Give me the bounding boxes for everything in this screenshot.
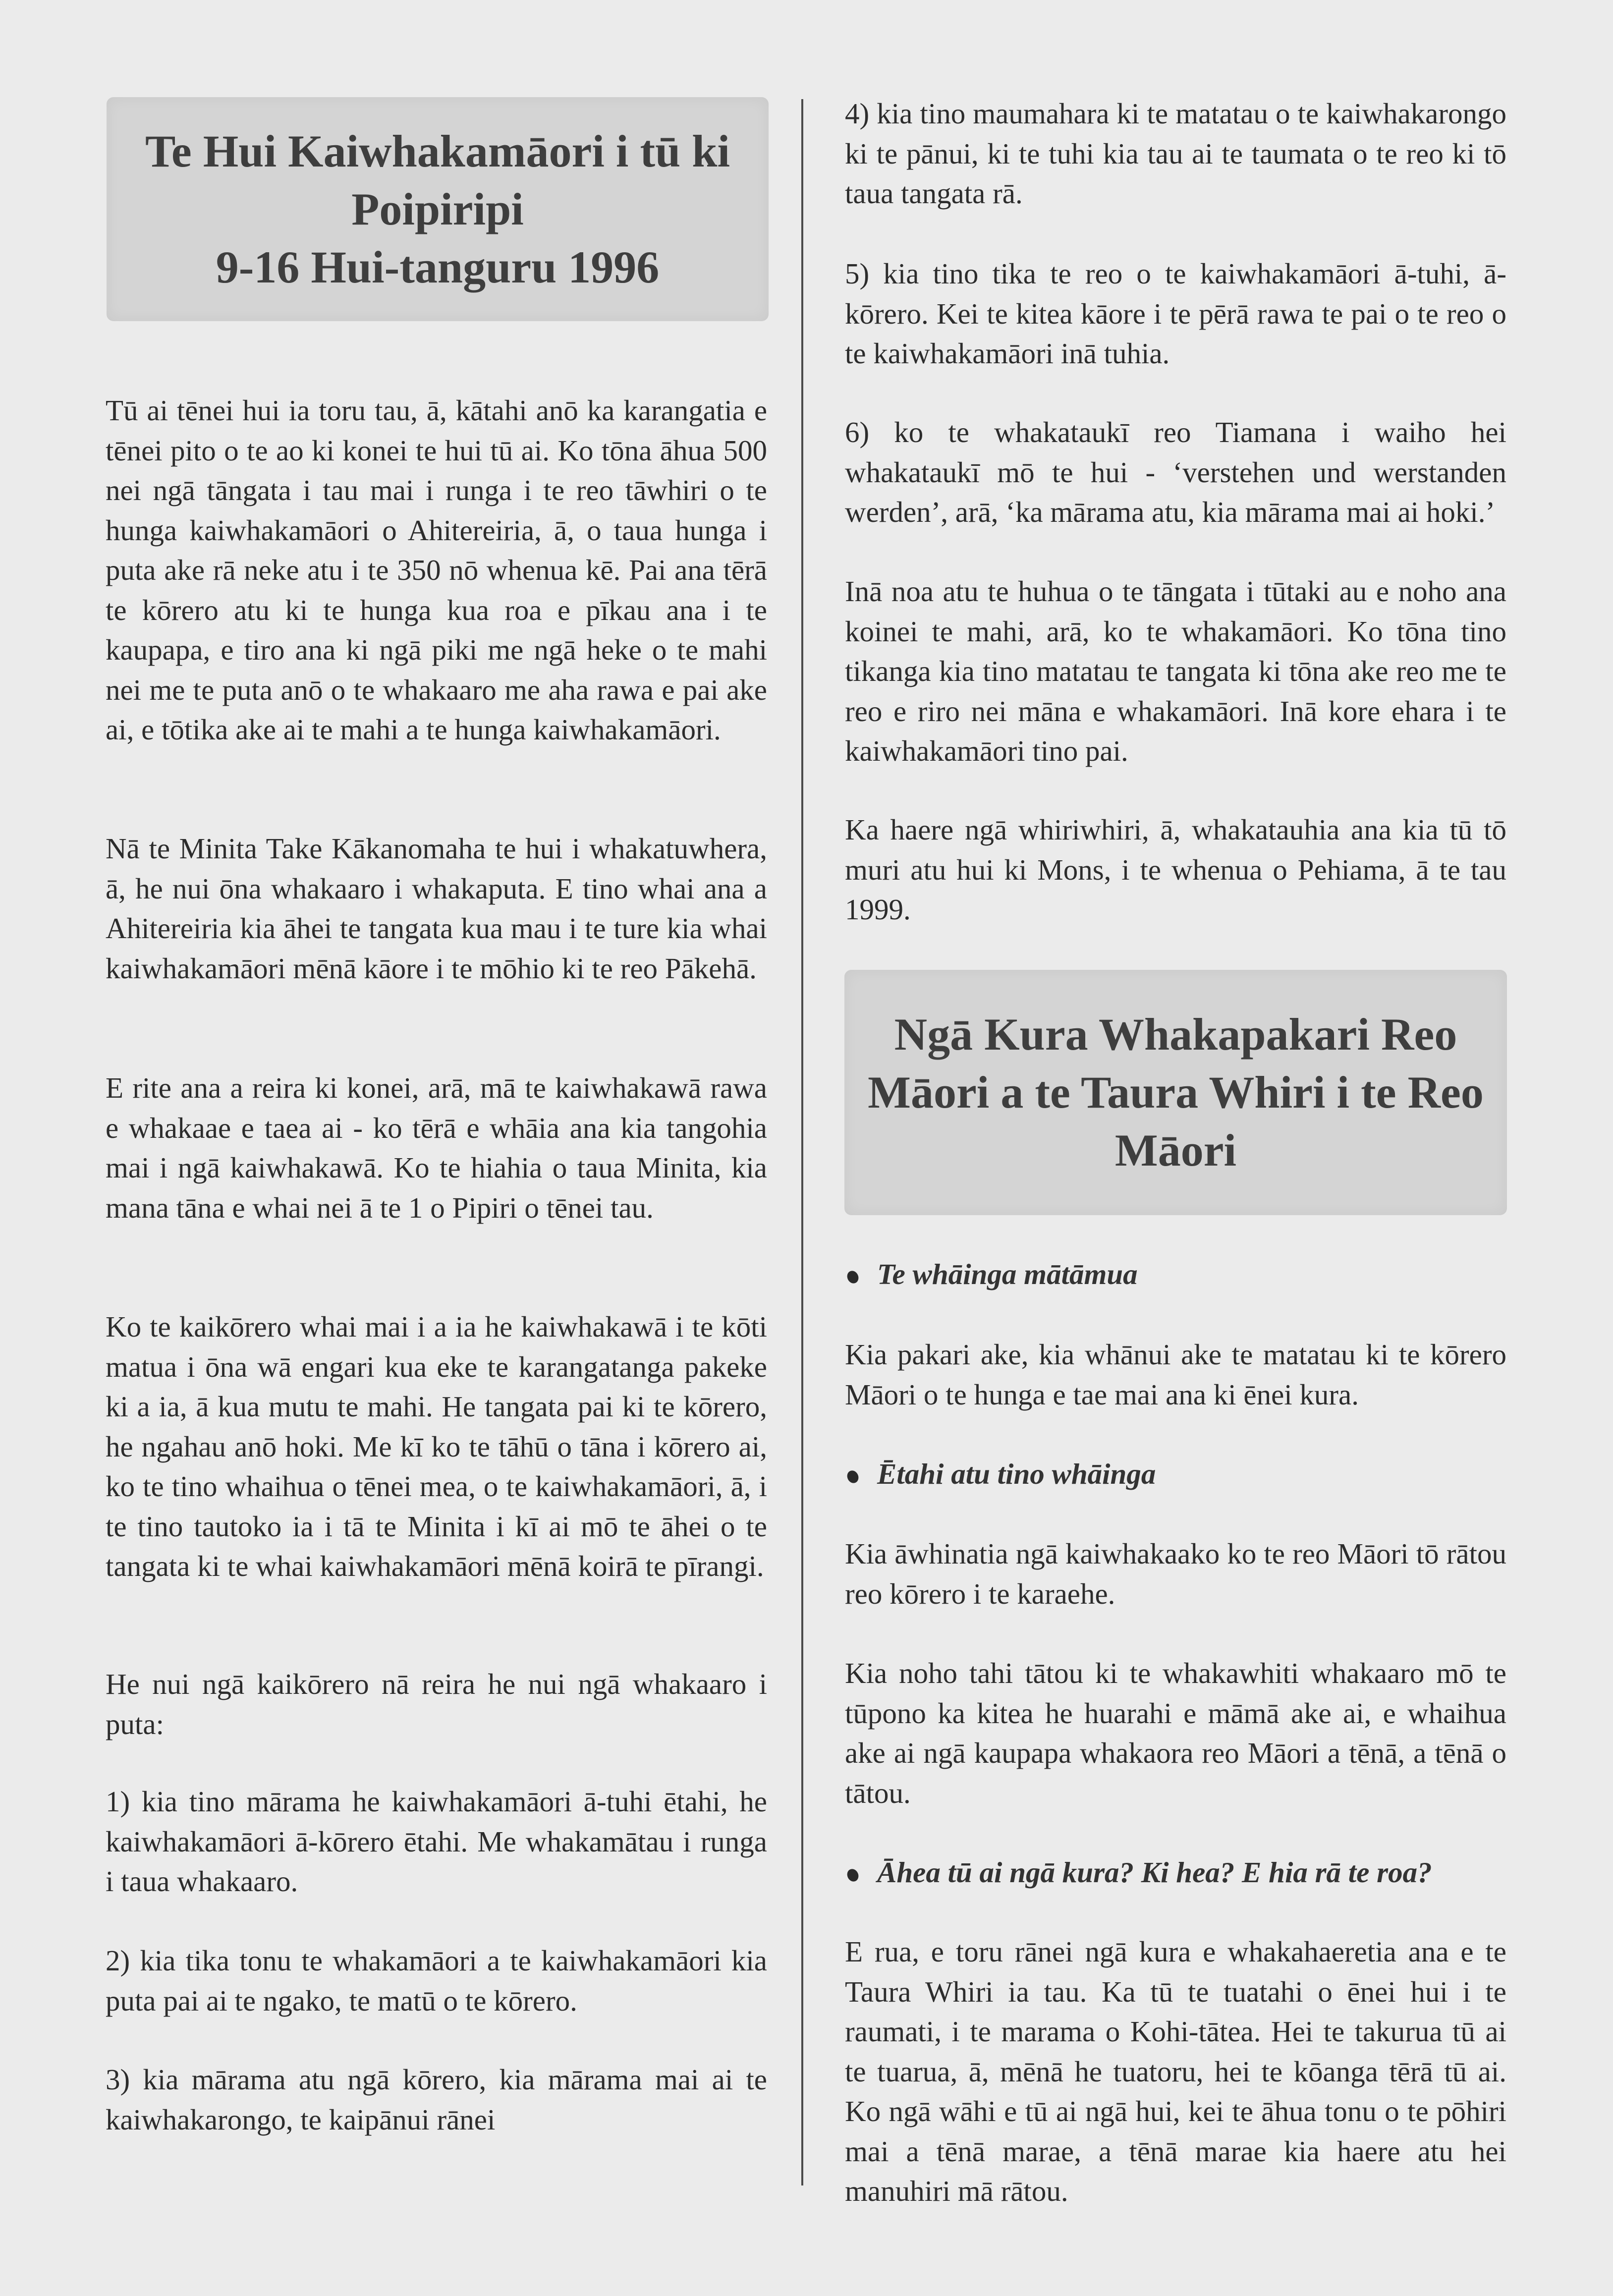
bullet-heading [847, 1852, 1432, 1892]
paragraph: Kia noho tahi tātou ki te whakawhiti whakaaro mō te tūpono ka kitea he huarahi e māmā ake ai, e whaihua ake ai ngā kaupapa whakaora reo Māori a tēnā, a tēnā o tātou. [845, 1657, 1506, 1809]
list-item: 2) kia tika tonu te whakamāori a te kaiwhakamāori kia puta pai ai te ngako, te matū o te kōrero. [106, 1944, 767, 2017]
bullet-heading-text: Āhea tū ai ngā kura? Ki hea? E hia rā te roa? [877, 1856, 1432, 1889]
article-title-box [107, 97, 769, 321]
column-divider [801, 99, 803, 2185]
paragraph: Kia pakari ake, kia whānui ake te matatau ki te kōrero Māori o te hunga e tae mai ana ki ēnei kura. [845, 1338, 1506, 1411]
section-title-line: Māori [1114, 1125, 1237, 1176]
section-title-line: Māori a te Taura Whiri i te Reo [868, 1067, 1484, 1118]
list-item: 5) kia tino tika te reo o te kaiwhakamāori ā-tuhi, ā-kōrero. Kei te kitea kāore i te pērā rawa te pai o te reo o te kaiwhakamāori inā tuhia. [845, 257, 1506, 370]
bullet-icon [845, 1269, 861, 1286]
paragraph: Ka haere ngā whiriwhiri, ā, whakatauhia ana kia tū tō muri atu hui ki Mons, i te whenua o Pehiama, ā te tau 1999. [845, 813, 1506, 926]
paragraph: He nui ngā kaikōrero nā reira he nui ngā whakaaro i puta: [106, 1668, 767, 1740]
article-title-line: Poipiripi [351, 183, 524, 234]
paragraph: E rite ana a reira ki konei, arā, mā te kaiwhakawā rawa e whakaae e taea ai - ko tērā e whāia ana kia tangohia mai i ngā kaiwhakawā. Ko te hiahia o taua Minita, kia mana tāna e whai nei ā te 1 o Pipiri o tēnei tau. [106, 1071, 767, 1224]
paragraph: E rua, e toru rānei ngā kura e whakahaeretia ana e te Taura Whiri ia tau. Ka tū te tuatahi o ēnei hui i te raumati, i te marama o Kohi-tātea. Hei te takurua tū ai te tuarua, ā, mēnā he tuatoru, hei te kōanga tērā tū ai. Ko ngā wāhi e tū ai ngā hui, kei te āhua tonu o te pōhiri mai a tēnā marae, a tēnā marae kia haere atu hei manuhiri mā rātou. [845, 1935, 1506, 2207]
list-item: 3) kia mārama atu ngā kōrero, kia mārama mai ai te kaiwhakarongo, te kaipānui rānei [106, 2063, 767, 2136]
article-title-line: 9-16 Hui-tanguru 1996 [216, 241, 660, 292]
paragraph: Kia āwhinatia ngā kaiwhakaako ko te reo Māori tō rātou reo kōrero i te karaehe. [845, 1537, 1506, 1610]
paragraph: Inā noa atu te huhua o te tāngata i tūtaki au e noho ana koinei te mahi, arā, ko te whakamāori. Ko tōna tino tikanga kia tino matatau te tangata ki tōna ake reo me te reo e riro nei māna e whakamāori. Inā kore ehara i te kaiwhakamāori tino pai. [845, 575, 1506, 767]
section-title [868, 1006, 1484, 1179]
section-title-line: Ngā Kura Whakapakari Reo [894, 1009, 1457, 1060]
bullet-heading-text: Ētahi atu tino whāinga [877, 1457, 1156, 1490]
list-item: 1) kia tino mārama he kaiwhakamāori ā-tuhi ētahi, he kaiwhakamāori ā-kōrero ētahi. Me whakamātau i runga i taua whakaaro. [106, 1785, 767, 1898]
article-title [145, 122, 730, 296]
section-title-box [844, 970, 1507, 1215]
paragraph: Nā te Minita Take Kākanomaha te hui i whakatuwhera, ā, he nui ōna whakaaro i whakaputa. E tino whai ana a Ahitereiria kia āhei te tangata kua mau i te ture kia whai kaiwhakamāori mēnā kāore i te mōhio ki te reo Pākehā. [106, 832, 767, 985]
bullet-icon [845, 1469, 861, 1485]
paragraph: Tū ai tēnei hui ia toru tau, ā, kātahi anō ka karangatia e tēnei pito o te ao ki konei te hui tū ai. Ko tōna āhua 500 nei ngā tāngata i tau mai i runga i te reo tāwhiri o te hunga kaiwhakamāori o Ahitereiria, ā, o taua hunga i puta ake rā neke atu i te 350 nō whenua kē. Pai ana tērā te kōrero atu ki te hunga kua roa e pīkau ana i te kaupapa, e tiro ana ki ngā piki me ngā heke o te mahi nei me te puta anō o te whakaaro me aha rawa e pai ake ai, e tōtika ake ai te mahi a te hunga kaiwhakamāori. [106, 394, 767, 746]
bullet-icon [845, 1867, 861, 1884]
paragraph: Ko te kaikōrero whai mai i a ia he kaiwhakawā i te kōti matua i ōna wā engari kua eke te karangatanga pakeke ki a ia, ā kua mutu te mahi. He tangata pai ki te kōrero, he ngahau anō hoki. Me kī ko te tāhū o tāna i kōrero ai, ko te tino whaihua o tēnei mea, o te kaiwhakamāori, ā, i te tino tautoko ia i tā te Minita i kī ai mō te āhei o te tangata ki te whai kaiwhakamāori mēnā koirā te pīrangi. [106, 1310, 767, 1582]
article-title-line: Te Hui Kaiwhakamāori i tū ki [145, 125, 730, 176]
bullet-heading [847, 1254, 1138, 1294]
list-item: 6) ko te whakataukī reo Tiamana i waiho hei whakataukī mō te hui - ‘verstehen und werstanden werden’, arā, ‘ka mārama atu, kia mārama mai ai hoki.’ [845, 416, 1506, 528]
bullet-heading-text: Te whāinga mātāmua [877, 1258, 1138, 1290]
bullet-heading [847, 1454, 1156, 1494]
list-item: 4) kia tino maumahara ki te matatau o te kaiwhakarongo ki te pānui, ki te tuhi kia tau ai te taumata o te reo ki tō taua tangata rā. [845, 97, 1506, 210]
